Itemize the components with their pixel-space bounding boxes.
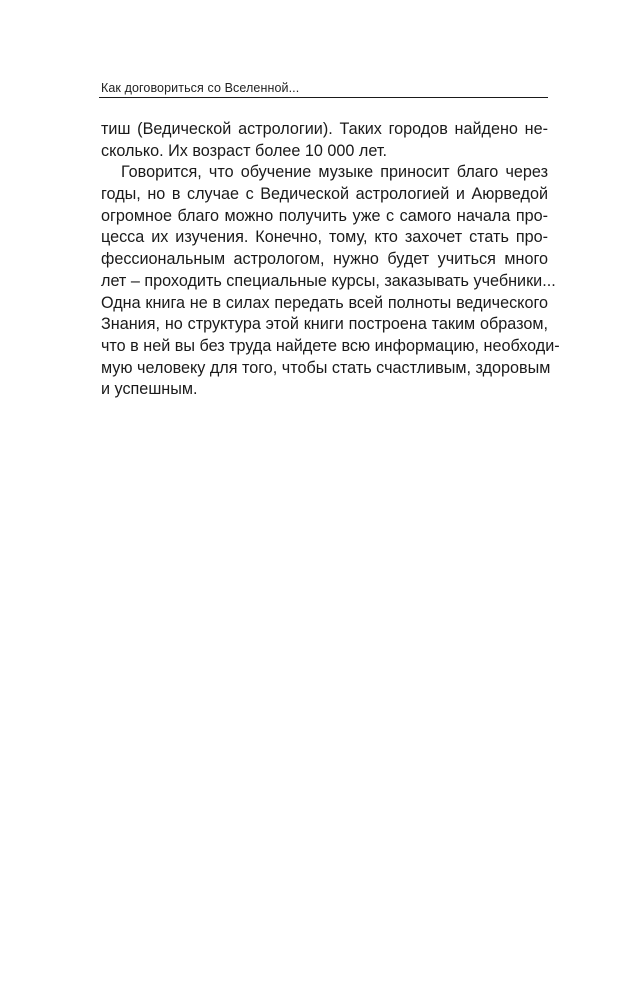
text-line: цесса их изучения. Конечно, тому, кто захочет стать про- xyxy=(101,228,548,247)
text-line: фессиональным астрологом, нужно будет учиться много xyxy=(101,250,548,269)
text-line: и успешным. xyxy=(101,380,198,399)
running-header-title: Как договориться со Вселенной... xyxy=(101,81,300,95)
text-line: что в ней вы без труда найдете всю информацию, необходи- xyxy=(101,336,560,355)
text-line: Знания, но структура этой книги построена таким образом, xyxy=(101,315,548,334)
text-line: годы, но в случае с Ведической астрологией и Аюрведой xyxy=(101,185,548,204)
body-text xyxy=(101,119,560,401)
text-line: мую человеку для того, чтобы стать счастливым, здоровым xyxy=(101,358,551,377)
text-line: Одна книга не в силах передать всей полноты ведического xyxy=(101,293,548,312)
header-divider xyxy=(99,97,548,98)
text-line: огромное благо можно получить уже с самого начала про- xyxy=(101,206,548,225)
paragraph-1 xyxy=(101,119,548,162)
text-line: лет – проходить специальные курсы, заказывать учебники... xyxy=(101,271,556,290)
text-line: тиш (Ведической астрологии). Таких городов найдено не- xyxy=(101,120,548,138)
paragraph-2 xyxy=(101,162,560,401)
text-line: сколько. Их возраст более 10 000 лет. xyxy=(101,141,387,160)
text-line: Говорится, что обучение музыке приносит благо через xyxy=(121,163,548,182)
